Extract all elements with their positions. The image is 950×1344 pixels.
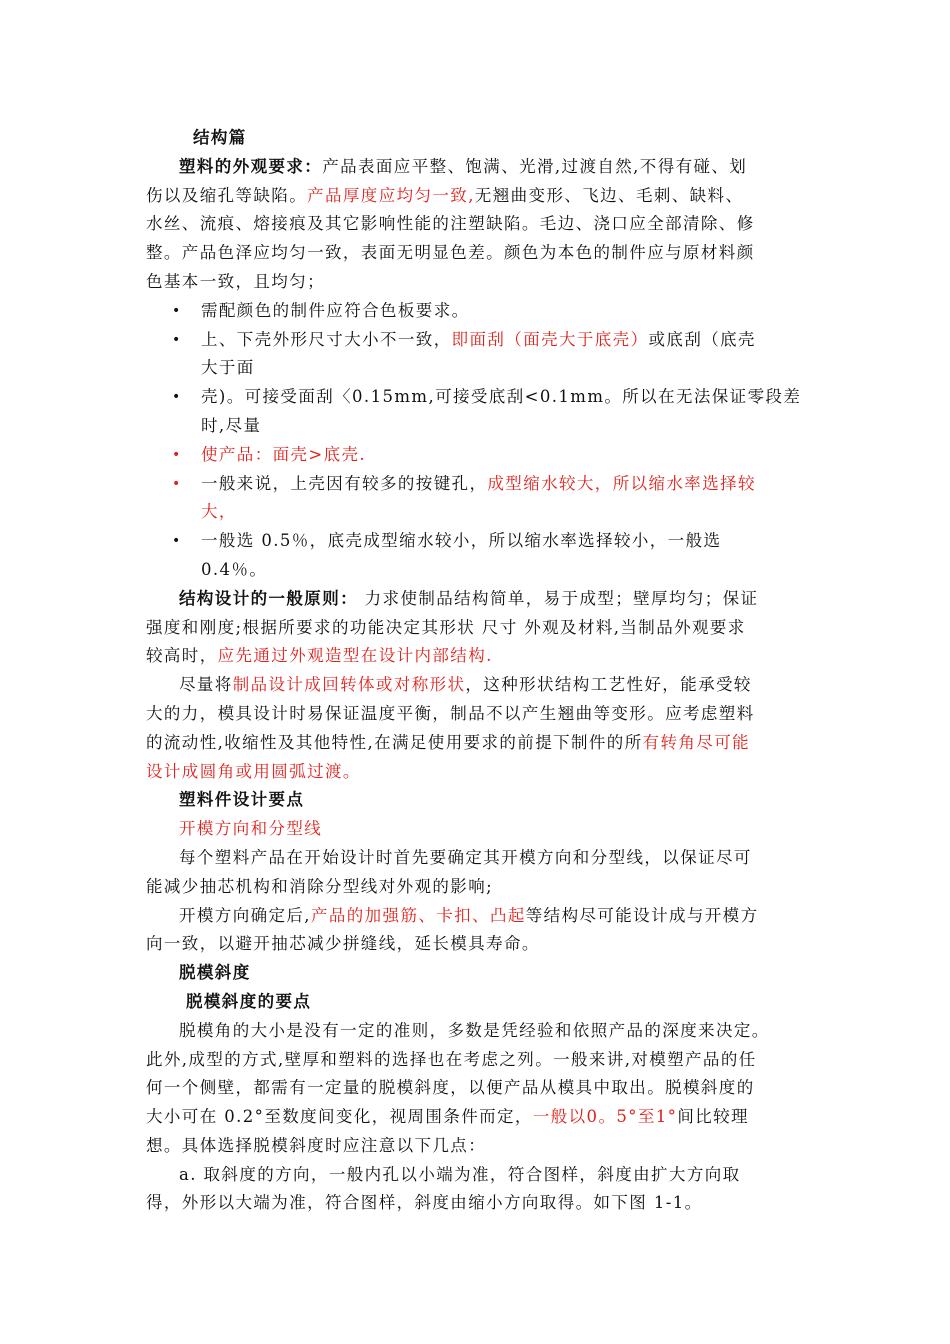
paragraph-parting-line: [146, 844, 812, 902]
highlight-text: 应先通过外观造型在设计内部结构.: [217, 646, 493, 666]
list-item: • 一般来说，上壳因有较多的按键孔，成型缩水较大，所以缩水率选择较: [146, 470, 812, 499]
paragraph-appearance: [146, 153, 812, 297]
label-appearance: 塑料的外观要求：: [179, 156, 323, 176]
list-item: • 使产品：面壳>底壳.: [146, 441, 812, 470]
highlight-text: 成型缩水较大，所以缩水率选择较: [487, 473, 756, 493]
paragraph-mold-direction: 开模方向确定后,产品的加强筋、卡扣、凸起等结构尽可能设计成与开模方 向一致，以避开抽芯减少拼缝线，延长模具寿命。: [146, 902, 812, 960]
bullet-icon: •: [172, 446, 182, 463]
paragraph-point-a: [146, 1161, 812, 1219]
highlight-text: 制品设计成回转体或对称形状: [232, 675, 466, 695]
bullet-list: [146, 297, 812, 585]
list-item: • 上、下壳外形尺寸大小不一致，即面刮（面壳大于底壳）或底刮（底壳: [146, 326, 812, 355]
list-item-continuation: 大，: [201, 502, 237, 522]
paragraph-principles: 结构设计的一般原则： 力求使制品结构简单，易于成型；壁厚均匀；保证 强度和刚度;根据所要求的功能决定其形状 尺寸 外观及材料,当制品外观要求 较高时，应先通过外观造型在设计内部结构.: [146, 585, 812, 671]
text-line: 得，外形以大端为准，符合图样，斜度由缩小方向取得。如下图 1-1。: [146, 1193, 703, 1213]
highlight-text: 有转角尽可能: [642, 732, 750, 752]
list-item-continuation: 时,尽量: [201, 415, 262, 435]
heading-plastic-design: 塑料件设计要点: [179, 790, 305, 810]
highlight-text: 即面刮（面壳大于底壳）: [451, 329, 649, 349]
text-line: 大的力，模具设计时易保证温度平衡，制品不以产生翘曲等变形。应考虑塑料: [146, 703, 755, 723]
text-line: 向一致，以避开抽芯减少拼缝线，延长模具寿命。: [146, 934, 540, 954]
paragraph-draft-angle: 脱模角的大小是没有一定的准则，多数是凭经验和依照产品的深度来决定。 此外,成型的方式,壁厚和塑料的选择也在考虑之列。一般来讲,对模塑产品的任 何一个侧壁，都需有一定量的脱模斜度，以便产品从模具中取出。脱模斜度的 大小可在 0.2°至数度间变化，视周围条件而定，一般以0。5°至1°间比较理 想。具体选择脱模斜度时应注意以下几点：: [146, 1017, 812, 1161]
text-line: 每个塑料产品在开始设计时首先要确定其开模方向和分型线，以保证尽可: [179, 847, 752, 867]
highlight-text: 产品的加强筋、卡扣、凸起: [310, 905, 526, 925]
list-item-continuation: 0.4％。: [201, 559, 268, 579]
text: 产品表面应平整、饱满、光滑,过渡自然,不得有碰、划: [322, 156, 748, 176]
text-line: 水丝、流痕、熔接痕及其它影响性能的注塑缺陷。毛边、浇口应全部清除、修: [146, 214, 755, 234]
highlight-text: 一般以0。5°至1°: [532, 1107, 678, 1127]
text-line: 色基本一致，且均匀；: [146, 271, 325, 291]
text-line: 此外,成型的方式,壁厚和塑料的选择也在考虑之列。一般来讲,对模塑产品的任: [146, 1049, 757, 1069]
text-line: 何一个侧壁，都需有一定量的脱模斜度，以便产品从模具中取出。脱模斜度的: [146, 1078, 755, 1098]
list-item: • 一般选 0.5％，底壳成型缩水较小，所以缩水率选择较小，一般选: [146, 527, 812, 556]
text-line: 脱模角的大小是没有一定的准则，多数是凭经验和依照产品的深度来决定。: [179, 1020, 770, 1040]
list-item-continuation: 大于面: [201, 358, 255, 378]
heading-draft: 脱模斜度: [179, 963, 251, 983]
text-line: 想。具体选择脱模斜度时应注意以下几点：: [146, 1135, 487, 1155]
text-line: 整。产品色泽应均匀一致，表面无明显色差。颜色为本色的制件应与原材料颜: [146, 243, 755, 263]
text-line: 能减少抽芯机构和消除分型线对外观的影响;: [146, 876, 494, 896]
heading-mold-direction: 开模方向和分型线: [179, 819, 323, 839]
heading-draft-points: 脱模斜度的要点: [186, 991, 312, 1011]
section-title: 结构篇: [193, 128, 247, 147]
list-item: • 壳)。可接受面刮〈0.15mm,可接受底刮<0.1mm。所以在无法保证零段差: [146, 383, 812, 412]
list-item: • 需配颜色的制件应符合色板要求。: [146, 297, 812, 326]
bullet-icon: •: [172, 533, 182, 550]
text: 无翘曲变形、飞边、毛刺、缺料、: [474, 185, 744, 205]
text: 伤以及缩孔等缺陷。: [146, 185, 308, 205]
bullet-icon: •: [172, 302, 182, 319]
document-page: [146, 124, 812, 1218]
bullet-icon: •: [172, 389, 182, 406]
bullet-icon: •: [172, 331, 182, 348]
text-line: 强度和刚度;根据所要求的功能决定其形状 尺寸 外观及材料,当制品外观要求: [146, 617, 746, 637]
paragraph-symmetry: 尽量将制品设计成回转体或对称形状，这种形状结构工艺性好，能承受较 大的力，模具设计时易保证温度平衡，制品不以产生翘曲等变形。应考虑塑料 的流动性,收缩性及其他特性,在满足使用要求的前提下制件的所有转角尽可能 设计成圆角或用圆弧过渡。: [146, 671, 812, 786]
text-line: a. 取斜度的方向，一般内孔以小端为准，符合图样，斜度由扩大方向取: [179, 1164, 741, 1184]
highlight-line: 设计成圆角或用圆弧过渡。: [146, 761, 361, 781]
highlight-text: 产品厚度应均匀一致,: [307, 185, 475, 205]
label-principles: 结构设计的一般原则：: [179, 588, 358, 608]
bullet-icon: •: [172, 475, 182, 492]
